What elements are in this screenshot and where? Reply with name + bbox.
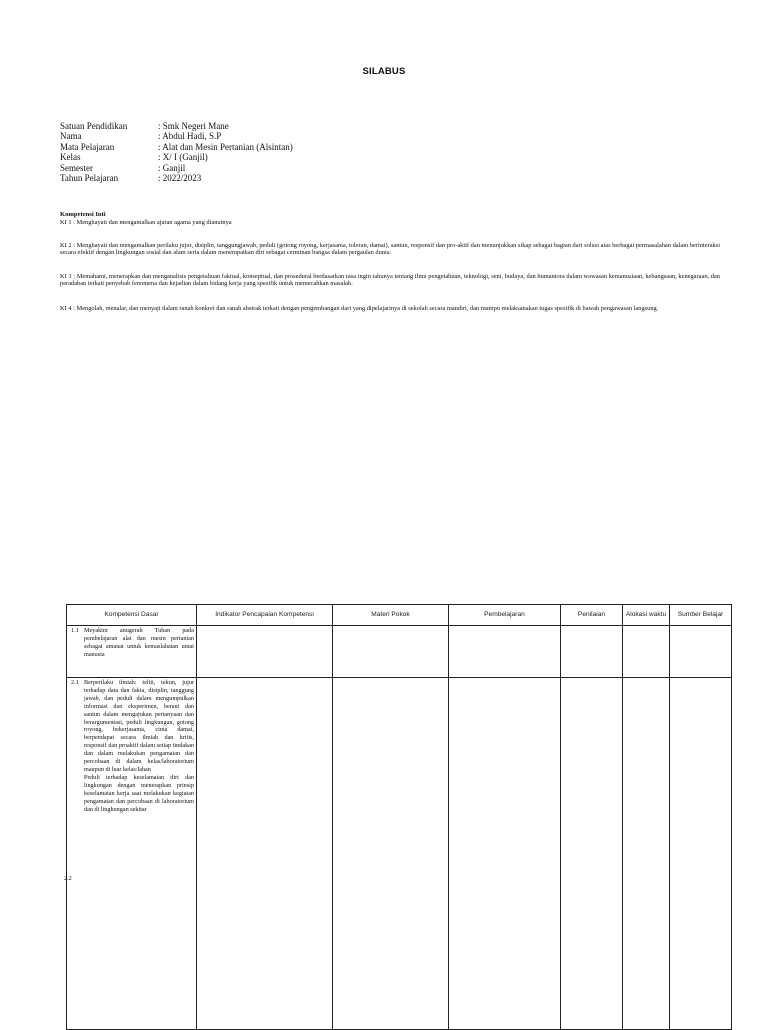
identity-row-school [60,121,293,131]
kd-number: 2.1 [71,679,79,686]
kd-number: 2.2 [64,875,72,882]
table-cell [333,678,449,1030]
table-cell [333,626,449,678]
table-cell [623,626,670,678]
kompetensi-dasar-cell [64,678,197,1030]
identity-label: Kelas [60,152,81,163]
identity-row-class [60,152,293,162]
table-cell [449,626,561,678]
kompetensi-inti-heading: Kompetensi Inti [60,211,106,218]
table-row [67,626,732,678]
identity-label: Satuan Pendidikan [60,121,128,131]
header-indikator: Indikator Pencapaian Kompetensi [197,605,333,626]
kd-text: Peduli terhadap keselamatan diri dan lingkungan dengan menerapkan prinsip keselamatan kerja saat melakukan kegiatan pengamatan dan percobaan di laboratorium dan di lingkungan sekitar [84,773,194,813]
table-cell [623,678,670,1030]
table-cell [561,626,623,678]
table-cell [197,626,333,678]
kompetensi-dasar-cell [67,626,197,678]
table-row [67,678,732,1030]
identity-row-subject [60,142,293,152]
identity-label: Tahun Pelajaran [60,173,119,184]
identity-value: : X/ I (Ganjil) [158,152,208,163]
kd-text: Berperilaku ilmiah: teliti, tekun, jujur terhadap data dan fakta, disiplin, tanggung jawab, dan peduli dalam mengumpulkan informasi dan eksperimen, berani dan santun dalam mengajukan pertanyaan dan berargumentasi, peduli lingkungan, gotong royong, bekerjasama, cinta damai, berpendapat secara ilmiah dan kritis, responsif dan proaktif dalam setiap tindakan dan dalam melakukan pengamatan dan percobaan di dalam kelas/laboratorium maupun di luar kelas/lahan [84,679,194,773]
header-pembelajaran: Pembelajaran [449,605,561,626]
identity-label: Semester [60,162,93,173]
table-cell [449,678,561,1030]
table-cell [670,626,732,678]
table-cell [561,678,623,1030]
kd-text: Meyakini anugerah Tuhan pada pembelajaran alat dan mesin pertanian sebagai amanat untuk kemaslahatan umat manusia [84,627,194,658]
identity-label: Nama [60,131,82,142]
table-header-row [67,605,732,626]
ki-2-text: KI 2 : Menghayati dan mengamalkan perilaku jujur, disiplin, tanggungjawab, peduli (gotong royong, kerjasama, toleran, damai), santun, responsif dan pro-aktif dan menunjukkan sikap sebagai bagian dari solusi atas berbagai permasalahan dalam berinteraksi secara efektif dengan lingkungan sosial dan alam serta dalam menempatkan diri sebagai cerminan bangsa dalam pergaulan dunia. [60,241,720,257]
header-materi-pokok: Materi Pokok [333,605,449,626]
identity-row-semester [60,163,293,173]
document-title: SILABUS [362,66,406,77]
header-kompetensi-dasar: Kompetensi Dasar [67,605,197,626]
header-sumber-belajar: Sumber Belajar [670,605,732,626]
identity-block [60,121,293,183]
identity-row-name [60,131,293,141]
identity-value: : 2022/2023 [158,173,202,184]
ki-3-text: KI 3 : Memahami, menerapkan dan menganalisis pengetahuan faktual, konseptual, dan prosedural berdasarkan rasa ingin tahunya tentang ilmu pengetahuan, teknologi, seni, budaya, dan humaniora dalam wawasan kemanusiaan, kebangsaan, kenegaraan, dan peradaban terkait penyebab fenomena dan kejadian dalam bidang kerja yang spesifik untuk memecahkan masalah. [60,272,720,288]
table-cell [197,678,333,1030]
identity-value: : Smk Negeri Mane [158,121,229,131]
identity-label: Mata Pelajaran [60,141,115,152]
identity-row-year [60,173,293,183]
identity-value: : Ganjil [158,162,186,173]
identity-value: : Alat dan Mesin Pertanian (Alsintan) [158,141,293,152]
table-cell [670,678,732,1030]
syllabus-table [66,604,732,1030]
ki-1-text: KI 1 : Menghayati dan mengamalkan ajaran agama yang dianutnya [60,218,232,226]
kd-number: 1.1 [71,627,79,634]
identity-value: : Abdul Hadi, S.P [158,131,222,142]
header-alokasi-waktu: Alokasi waktu [623,605,670,626]
ki-4-text: KI 4 : Mengolah, menalar, dan menyaji dalam ranah konkret dan ranah abstrak terkait dengan pengembangan dari yang dipelajarinya di sekolah secara mandiri, dan mampu melaksanakan tugas spesifik di bawah pengawasan langsung. [60,304,659,312]
header-penilaian: Penilaian [561,605,623,626]
